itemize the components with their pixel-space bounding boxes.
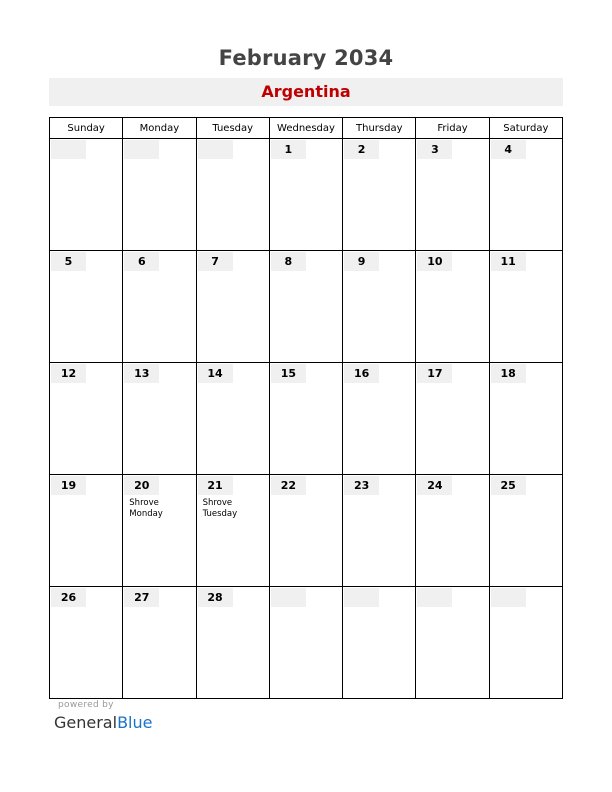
day-cell (416, 363, 489, 475)
day-number: 22 (271, 476, 306, 495)
weekday-header-sunday: Sunday (50, 118, 123, 139)
brand-blue-text: Blue (117, 713, 153, 732)
weekday-header-wednesday: Wednesday (269, 118, 342, 139)
day-cell (489, 363, 562, 475)
day-cell (416, 587, 489, 699)
day-number: 1 (271, 140, 306, 159)
day-number: 14 (198, 364, 233, 383)
day-number: 9 (344, 252, 379, 271)
day-number: 11 (491, 252, 526, 271)
day-number (51, 140, 86, 159)
week-row (50, 587, 563, 699)
calendar-grid (49, 117, 563, 699)
day-cell (196, 587, 269, 699)
day-cell (196, 475, 269, 587)
day-cell (489, 139, 562, 251)
week-row (50, 251, 563, 363)
country-banner: Argentina (49, 78, 563, 106)
day-cell (489, 587, 562, 699)
day-number: 25 (491, 476, 526, 495)
day-number: 27 (124, 588, 159, 607)
day-number: 19 (51, 476, 86, 495)
day-cell (50, 475, 123, 587)
day-cell (489, 475, 562, 587)
day-cell (269, 139, 342, 251)
day-number: 18 (491, 364, 526, 383)
day-number: 23 (344, 476, 379, 495)
generalblue-logo[interactable] (54, 713, 152, 732)
day-cell (50, 587, 123, 699)
day-number (124, 140, 159, 159)
weekday-header-saturday: Saturday (489, 118, 562, 139)
day-number (491, 588, 526, 607)
day-number: 24 (417, 476, 452, 495)
weekday-header-monday: Monday (123, 118, 196, 139)
day-cell (269, 251, 342, 363)
week-row (50, 475, 563, 587)
week-row (50, 139, 563, 251)
day-number: 3 (417, 140, 452, 159)
calendar-body (50, 139, 563, 699)
day-cell (123, 363, 196, 475)
day-cell (416, 475, 489, 587)
day-cell (489, 251, 562, 363)
day-cell (416, 139, 489, 251)
day-number: 20 (124, 476, 159, 495)
day-number: 2 (344, 140, 379, 159)
day-number: 17 (417, 364, 452, 383)
day-number: 12 (51, 364, 86, 383)
day-cell (123, 139, 196, 251)
day-cell (343, 363, 416, 475)
day-number (198, 140, 233, 159)
day-cell (343, 251, 416, 363)
day-cell (416, 251, 489, 363)
day-number: 21 (198, 476, 233, 495)
day-cell (269, 475, 342, 587)
week-row (50, 363, 563, 475)
day-cell (343, 475, 416, 587)
day-number: 8 (271, 252, 306, 271)
holiday-label: Shrove Tuesday (202, 498, 238, 519)
day-cell (123, 251, 196, 363)
day-number: 16 (344, 364, 379, 383)
day-number: 10 (417, 252, 452, 271)
day-cell (50, 139, 123, 251)
day-cell (196, 363, 269, 475)
day-cell (123, 475, 196, 587)
day-cell (50, 363, 123, 475)
day-cell (123, 587, 196, 699)
day-cell (269, 363, 342, 475)
weekday-header-row (50, 118, 563, 139)
day-cell (343, 587, 416, 699)
weekday-header-tuesday: Tuesday (196, 118, 269, 139)
day-number: 13 (124, 364, 159, 383)
day-number: 15 (271, 364, 306, 383)
day-number: 26 (51, 588, 86, 607)
day-number: 4 (491, 140, 526, 159)
day-number: 5 (51, 252, 86, 271)
day-cell (343, 139, 416, 251)
day-number (344, 588, 379, 607)
calendar-title: February 2034 (218, 46, 394, 70)
day-number: 6 (124, 252, 159, 271)
day-number (417, 588, 452, 607)
day-number: 7 (198, 252, 233, 271)
day-cell (196, 251, 269, 363)
day-number (271, 588, 306, 607)
weekday-header-thursday: Thursday (343, 118, 416, 139)
powered-by-label: powered by (58, 700, 114, 710)
day-cell (196, 139, 269, 251)
weekday-header-friday: Friday (416, 118, 489, 139)
day-cell (269, 587, 342, 699)
holiday-label: Shrove Monday (129, 498, 163, 519)
day-number: 28 (198, 588, 233, 607)
brand-general-text: General (54, 713, 118, 732)
day-cell (50, 251, 123, 363)
